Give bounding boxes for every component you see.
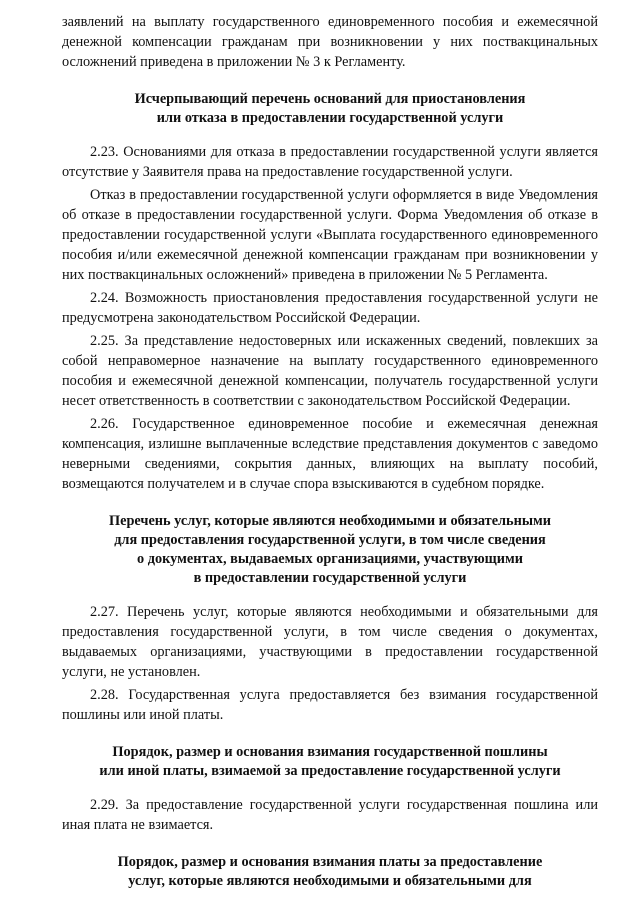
paragraph-refusal-notice: Отказ в предоставлении государственной услуги оформляется в виде Уведомления об отказе в предоставлении государственной услуги. Форма Уведомления об отказе в предоставлении государственной услуги «Выплата государственного единовременного пособия и/или ежемесячной денежной компенсации гражданам при возникновении у них поствакцинальных осложнений» приведена в приложении № 5 Регламента. bbox=[62, 187, 598, 283]
heading-fee-for-necessary-services bbox=[62, 853, 598, 891]
heading-line: или иной платы, взимаемой за предоставление государственной услуги bbox=[99, 763, 561, 779]
paragraph-2-24: 2.24. Возможность приостановления предоставления государственной услуги не предусмотрена законодательством Российской Федерации. bbox=[62, 290, 598, 326]
heading-line: в предоставлении государственной услуги bbox=[193, 570, 467, 586]
heading-line: услуг, которые являются необходимыми и обязательными для bbox=[128, 873, 532, 889]
heading-line: о документах, выдаваемых организациями, участвующими bbox=[137, 551, 523, 567]
heading-line: Порядок, размер и основания взимания государственной пошлины bbox=[112, 744, 548, 760]
paragraph-2-23: 2.23. Основаниями для отказа в предоставлении государственной услуги является отсутствие у Заявителя права на предоставление государственной услуги. bbox=[62, 144, 598, 180]
paragraph-intro: заявлений на выплату государственного единовременного пособия и ежемесячной денежной компенсации гражданам при возникновении у них поствакцинальных осложнений приведена в приложении № 3 к Регламенту. bbox=[62, 14, 598, 70]
paragraph-2-27: 2.27. Перечень услуг, которые являются необходимыми и обязательными для предоставления государственной услуги, в том числе сведения о документах, выдаваемых организациями, участвующими в предоставлении государственной услуги, не установлен. bbox=[62, 604, 598, 680]
paragraph-2-26: 2.26. Государственное единовременное пособие и ежемесячная денежная компенсация, излишне выплаченные вследствие представления документов с заведомо неверными сведениями, сокрытия данных, влияющих на выплату пособий, возмещаются получателем и в случае спора взыскиваются в судебном порядке. bbox=[62, 416, 598, 492]
heading-line: Исчерпывающий перечень оснований для приостановления bbox=[134, 91, 526, 107]
paragraph-2-25: 2.25. За представление недостоверных или искаженных сведений, повлекших за собой неправомерное назначение на выплату государственного единовременного пособия и ежемесячной денежной компенсации, получатель государственной услуги несет ответственность в соответствии с законодательством Российской Федерации. bbox=[62, 333, 598, 409]
heading-line: или отказа в предоставлении государственной услуги bbox=[156, 110, 504, 126]
heading-line: Порядок, размер и основания взимания платы за предоставление bbox=[117, 854, 543, 870]
heading-necessary-services bbox=[62, 512, 598, 588]
heading-state-fee bbox=[62, 743, 598, 781]
paragraph-2-28: 2.28. Государственная услуга предоставляется без взимания государственной пошлины или иной платы. bbox=[62, 687, 598, 723]
paragraph-2-29: 2.29. За предоставление государственной услуги государственная пошлина или иная плата не взимается. bbox=[62, 797, 598, 833]
heading-line: для предоставления государственной услуги, в том числе сведения bbox=[114, 532, 546, 548]
document-page bbox=[62, 12, 598, 891]
heading-suspension-refusal-grounds bbox=[62, 90, 598, 128]
heading-line: Перечень услуг, которые являются необходимыми и обязательными bbox=[108, 513, 551, 529]
